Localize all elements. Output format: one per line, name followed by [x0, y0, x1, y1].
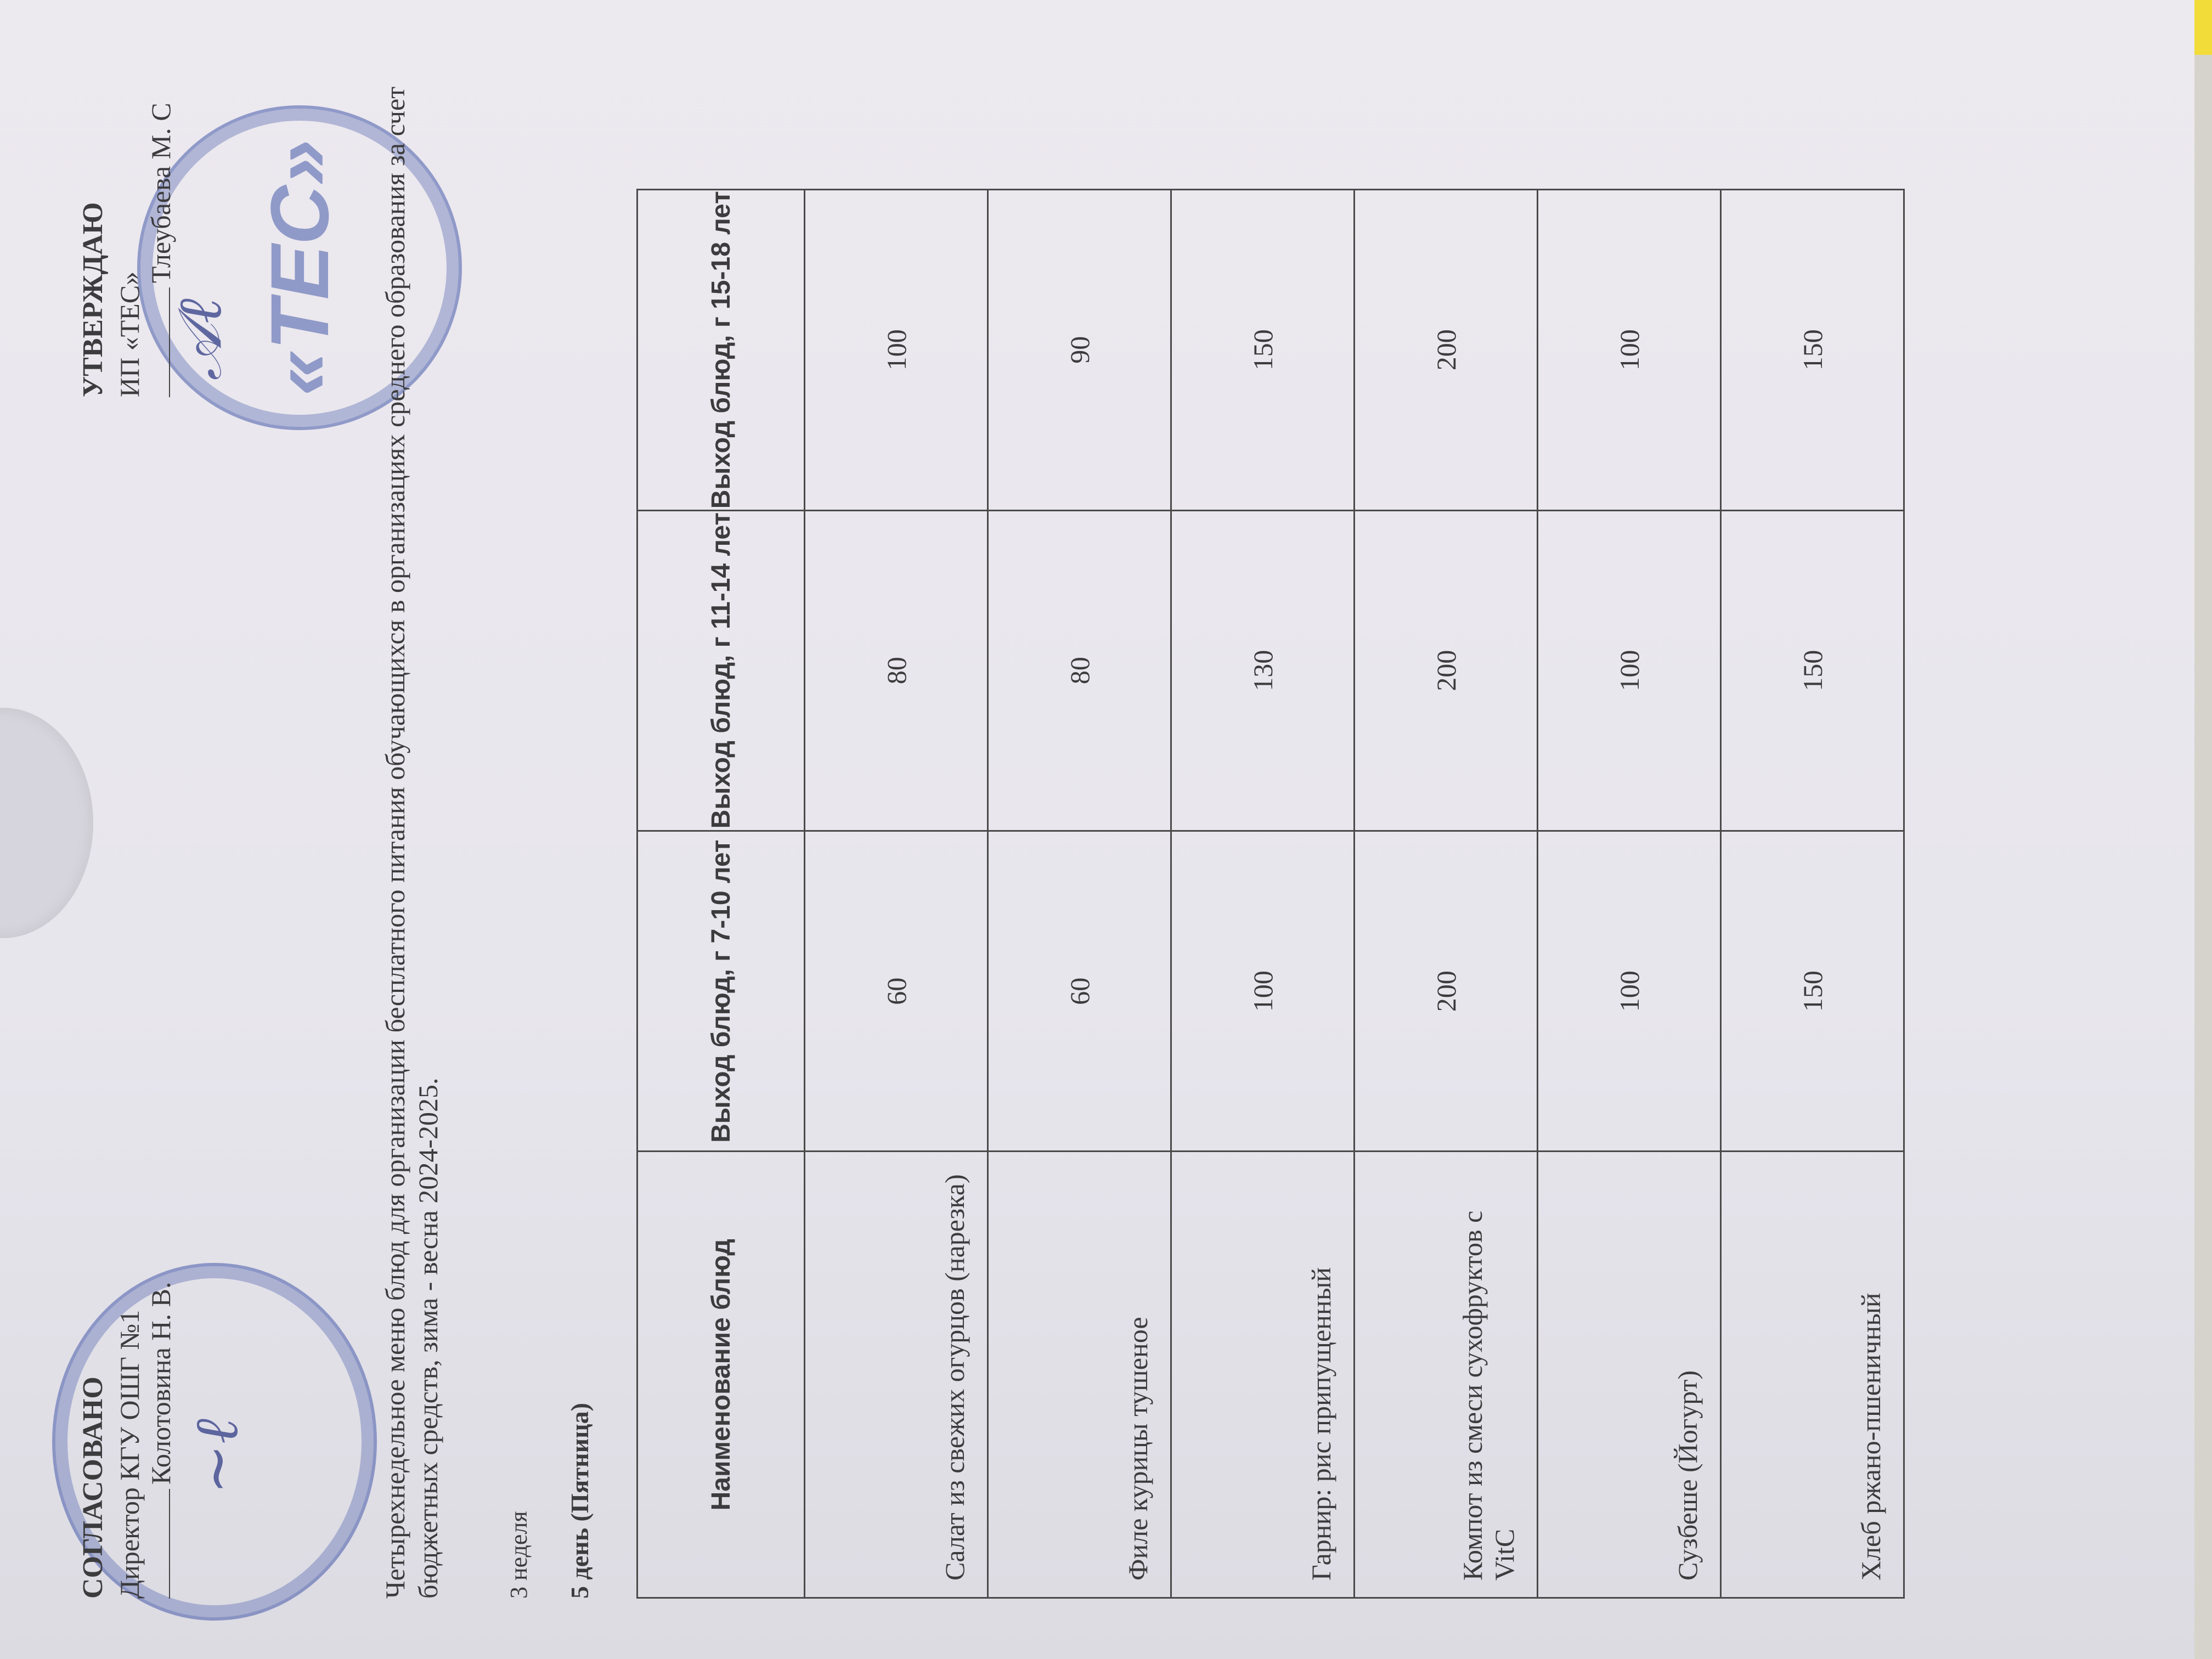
approval-name-right: [145, 13, 177, 397]
approval-block-right: [77, 13, 177, 397]
yield-11-14: 100: [1538, 510, 1721, 831]
table-row: [1171, 190, 1355, 1598]
header-yield-7-10: Выход блюд, г 7-10 лет: [637, 831, 805, 1151]
dish-name: Филе курицы тушеное: [988, 1152, 1171, 1598]
approval-name-left: [145, 1105, 177, 1599]
approval-block-left: [77, 1105, 177, 1599]
table-row: [1538, 190, 1721, 1598]
yield-11-14: 150: [1721, 510, 1904, 831]
signature-line: [169, 1489, 170, 1599]
yield-15-18: 100: [805, 190, 988, 511]
dish-name: Салат из свежих огурцов (нарезка): [805, 1152, 988, 1598]
yield-15-18: 200: [1355, 190, 1538, 511]
owner-signature: 𝒜ℓ: [165, 298, 235, 381]
header-dish-name: Наименование блюд: [637, 1152, 805, 1598]
yield-7-10: 60: [988, 831, 1171, 1151]
table-header-row: [637, 190, 805, 1598]
yield-15-18: 100: [1538, 190, 1721, 511]
yield-11-14: 200: [1355, 510, 1538, 831]
yield-7-10: 60: [805, 831, 988, 1151]
yield-7-10: 150: [1721, 831, 1904, 1151]
table-row: [1355, 190, 1538, 1598]
dish-name: Компот из смеси сухофруктов с VitC: [1355, 1152, 1538, 1598]
document-title: Четырехнедельное меню блюд для организации бесплатного питания обучающихся в организациях среднего образования за счет бюджетных средств, зима - весна 2024-2025.: [380, 86, 443, 1599]
approval-position-right: ИП «ТЕС»: [114, 271, 145, 397]
director-signature: ~ℓ: [181, 1419, 251, 1494]
table-row: [988, 190, 1171, 1598]
company-stamp-text: «ТЕС»: [253, 139, 346, 396]
table-row: [805, 190, 988, 1598]
approval-position-left: Директор КГУ ОШГ №1: [114, 1310, 145, 1599]
yield-15-18: 150: [1721, 190, 1904, 511]
approval-name-left-text: Колотовина Н. В.: [145, 1282, 177, 1485]
approval-title-left: СОГЛАСОВАНО: [77, 1376, 109, 1599]
header-yield-11-14: Выход блюд, г 11-14 лет: [637, 510, 805, 831]
yield-15-18: 150: [1171, 190, 1355, 511]
header-yield-15-18: Выход блюд, г 15-18 лет: [637, 190, 805, 511]
dish-name: Гарнир: рис припущенный: [1171, 1152, 1355, 1598]
yield-7-10: 200: [1355, 831, 1538, 1151]
approval-name-right-text: Тлеубаева М. С: [145, 103, 177, 283]
yield-7-10: 100: [1538, 831, 1721, 1151]
yield-11-14: 130: [1171, 510, 1355, 831]
dish-name: Хлеб ржано-пшеничный: [1721, 1152, 1904, 1598]
table-row: [1721, 190, 1904, 1598]
day-label: 5 день (Пятница): [566, 1403, 594, 1599]
yield-11-14: 80: [805, 510, 988, 831]
yield-15-18: 90: [988, 190, 1171, 511]
yield-7-10: 100: [1171, 831, 1355, 1151]
signature-line: [169, 287, 170, 397]
yield-11-14: 80: [988, 510, 1171, 831]
approval-title-right: УТВЕРЖДАЮ: [77, 202, 109, 397]
menu-table: [636, 189, 1905, 1599]
week-label: 3 неделя: [505, 1511, 532, 1599]
dish-name: Сузбеше (Йогурт): [1538, 1152, 1721, 1598]
